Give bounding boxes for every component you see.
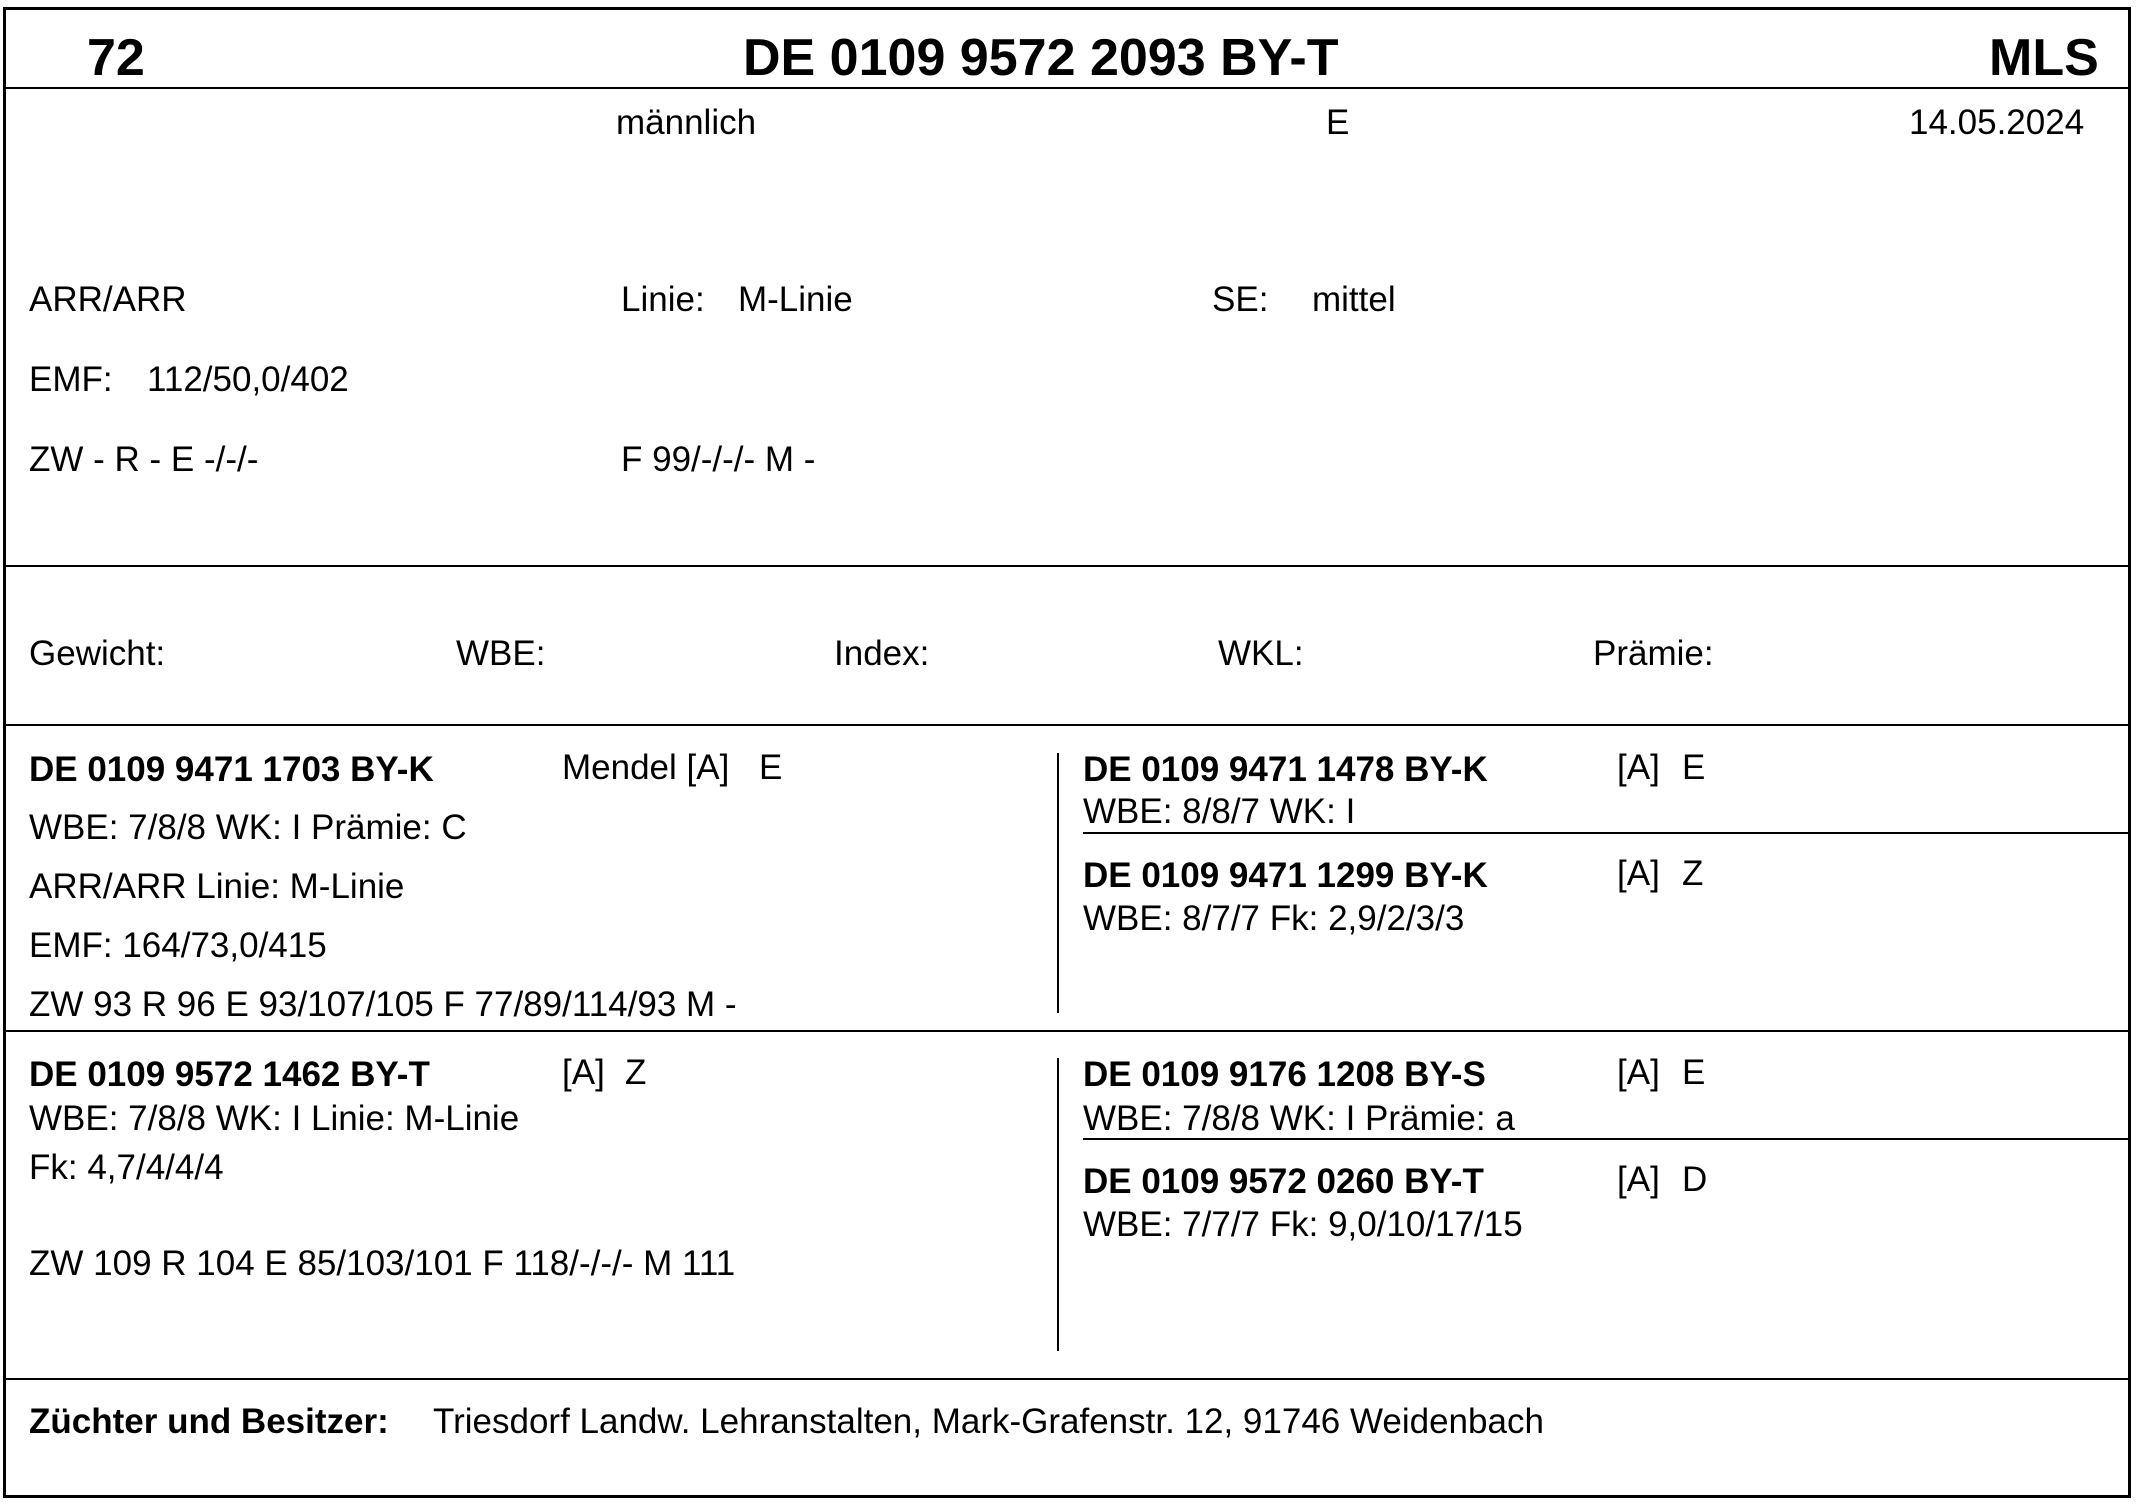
sire-line-4: ZW 93 R 96 E 93/107/105 F 77/89/114/93 M - bbox=[29, 985, 737, 1024]
dam-line-2: Fk: 4,7/4/4/4 bbox=[29, 1148, 224, 1187]
index-label: Index: bbox=[834, 634, 930, 673]
sire-line-3: EMF: 164/73,0/415 bbox=[29, 926, 327, 965]
dam-sire-line-1: WBE: 7/8/8 WK: I Prämie: a bbox=[1083, 1099, 1515, 1138]
emf-label: EMF: bbox=[29, 360, 113, 399]
wkl-label: WKL: bbox=[1218, 634, 1304, 673]
dam-sire-grade: E bbox=[1682, 1053, 1706, 1092]
performance-divider bbox=[6, 724, 2128, 726]
sire-dam-line-1: WBE: 8/7/7 Fk: 2,9/2/3/3 bbox=[1083, 899, 1465, 938]
emf-value: 112/50,0/402 bbox=[147, 360, 349, 399]
sire-line-2: ARR/ARR Linie: M-Linie bbox=[29, 867, 405, 906]
animal-id: DE 0109 9572 2093 BY-T bbox=[743, 29, 1339, 87]
animal-catalog-card bbox=[3, 7, 2131, 1498]
sire-tag: Mendel [A] bbox=[562, 748, 730, 787]
sire-grade: E bbox=[759, 748, 783, 787]
dam-parents-divider bbox=[1083, 1138, 2128, 1140]
info-divider bbox=[6, 565, 2128, 567]
dam-line-1: WBE: 7/8/8 WK: I Linie: M-Linie bbox=[29, 1099, 520, 1138]
sire-id: DE 0109 9471 1703 BY-K bbox=[29, 750, 434, 789]
sire-sire-grade: E bbox=[1682, 748, 1706, 787]
sire-dam-grade: Z bbox=[1682, 854, 1704, 893]
sire-dam-tag: [A] bbox=[1617, 854, 1660, 893]
date: 14.05.2024 bbox=[1909, 103, 2085, 142]
dam-sire-tag: [A] bbox=[1617, 1053, 1660, 1092]
grade: E bbox=[1326, 103, 1350, 142]
genotype: ARR/ARR bbox=[29, 280, 187, 319]
sire-parents-divider bbox=[1083, 832, 2128, 834]
f-values: F 99/-/-/- M - bbox=[621, 440, 816, 479]
sire-dam-divider bbox=[6, 1030, 2128, 1032]
dam-grade: Z bbox=[625, 1053, 647, 1092]
dam-dam-tag: [A] bbox=[1617, 1160, 1660, 1199]
sire-sire-tag: [A] bbox=[1617, 748, 1660, 787]
dam-dam-line-1: WBE: 7/7/7 Fk: 9,0/10/17/15 bbox=[1083, 1205, 1523, 1244]
breeder-label: Züchter und Besitzer: bbox=[29, 1402, 389, 1441]
catalog-number: 72 bbox=[87, 29, 145, 87]
dam-id: DE 0109 9572 1462 BY-T bbox=[29, 1055, 430, 1094]
line-label: Linie: bbox=[621, 280, 705, 319]
praemie-label: Prämie: bbox=[1593, 634, 1714, 673]
wbe-label: WBE: bbox=[456, 634, 546, 673]
dam-tag: [A] bbox=[562, 1053, 605, 1092]
sire-column-divider bbox=[1057, 753, 1059, 1013]
breed-code: MLS bbox=[1989, 29, 2099, 87]
dam-dam-id: DE 0109 9572 0260 BY-T bbox=[1083, 1162, 1484, 1201]
sire-sire-line-1: WBE: 8/8/7 WK: I bbox=[1083, 792, 1356, 831]
breeder-value: Triesdorf Landw. Lehranstalten, Mark-Grafenstr. 12, 91746 Weidenbach bbox=[433, 1402, 1544, 1441]
sire-sire-id: DE 0109 9471 1478 BY-K bbox=[1083, 750, 1488, 789]
dam-line-3: ZW 109 R 104 E 85/103/101 F 118/-/-/- M 111 bbox=[29, 1244, 736, 1283]
se-label: SE: bbox=[1212, 280, 1269, 319]
sire-dam-id: DE 0109 9471 1299 BY-K bbox=[1083, 856, 1488, 895]
sex: männlich bbox=[616, 103, 757, 142]
sire-line-1: WBE: 7/8/8 WK: I Prämie: C bbox=[29, 808, 467, 847]
dam-dam-grade: D bbox=[1682, 1160, 1708, 1199]
dam-sire-id: DE 0109 9176 1208 BY-S bbox=[1083, 1055, 1486, 1094]
breeding-values: ZW - R - E -/-/- bbox=[29, 440, 259, 479]
footer-divider bbox=[6, 1378, 2128, 1380]
se-value: mittel bbox=[1312, 280, 1396, 319]
weight-label: Gewicht: bbox=[29, 634, 166, 673]
line-value: M-Linie bbox=[738, 280, 853, 319]
header-divider bbox=[6, 87, 2128, 89]
dam-column-divider bbox=[1057, 1058, 1059, 1351]
